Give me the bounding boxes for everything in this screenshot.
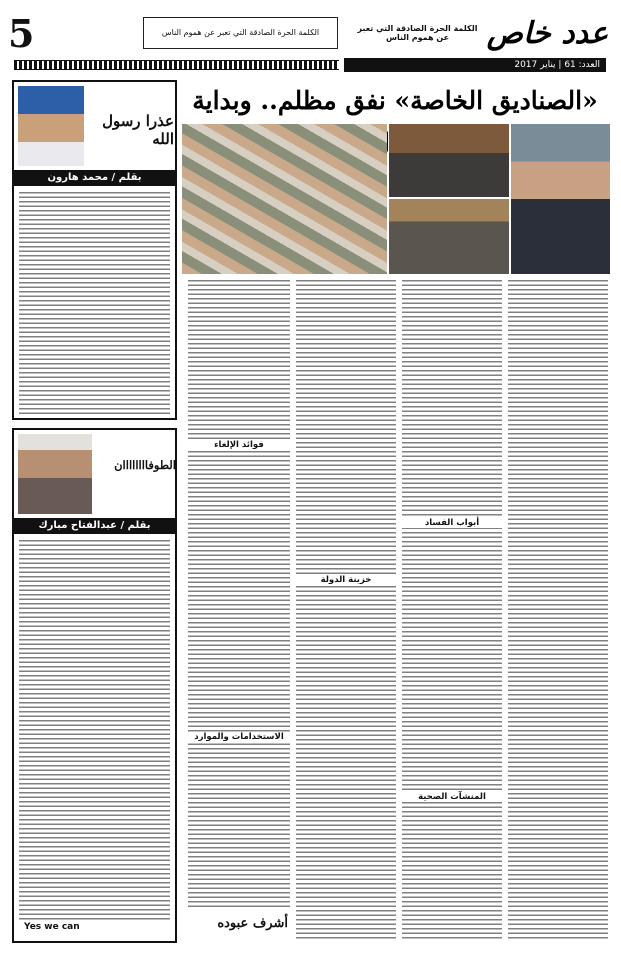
column-text — [19, 192, 170, 417]
subhead: خزينة الدولة — [296, 575, 396, 585]
parliament-hall-photo — [389, 199, 509, 274]
money-photo — [182, 124, 387, 274]
article-column — [188, 280, 290, 910]
subhead: فوائد الإلغاء — [188, 440, 290, 450]
byline-bar: بقلم / محمد هارون — [14, 170, 175, 186]
author-photo — [18, 86, 84, 166]
subhead: أبواب الفساد — [402, 518, 502, 528]
article-column — [296, 280, 396, 940]
column-text — [19, 540, 170, 920]
column-title: الطوفاااااااان — [114, 458, 176, 472]
parliament-photo — [389, 124, 509, 197]
byline-bar: بقلم / عبدالفتاح مبارك — [14, 518, 175, 534]
closing-line: Yes we can — [24, 922, 80, 932]
author-signature: أشرف عبوده — [217, 916, 288, 931]
official-portrait-photo — [511, 124, 610, 274]
column-title: عذرا رسول الله — [102, 112, 174, 148]
subhead: الاستخدامات والموارد — [188, 732, 290, 742]
column-box-1 — [12, 80, 177, 420]
subhead: المنشآت الصحية — [402, 792, 502, 802]
author-photo — [18, 434, 92, 514]
issue-bar: العدد: 61 | يناير 2017 — [344, 58, 606, 72]
header-rule — [14, 60, 339, 70]
special-issue-logo: عدد خاص — [486, 16, 609, 51]
page-number: 5 — [8, 11, 35, 56]
main-headline: «الصناديق الخاصة» نفق مظلم.. وبداية — [192, 86, 598, 115]
column-box-2 — [12, 428, 177, 943]
slogan-box: الكلمة الحرة الصادقة التي تعبر عن هموم الناس — [143, 17, 338, 49]
slogan-right: الكلمة الحرة الصادقة التي تعبر عن هموم الناس — [357, 24, 478, 42]
article-column — [508, 280, 608, 940]
article-column — [402, 280, 502, 940]
